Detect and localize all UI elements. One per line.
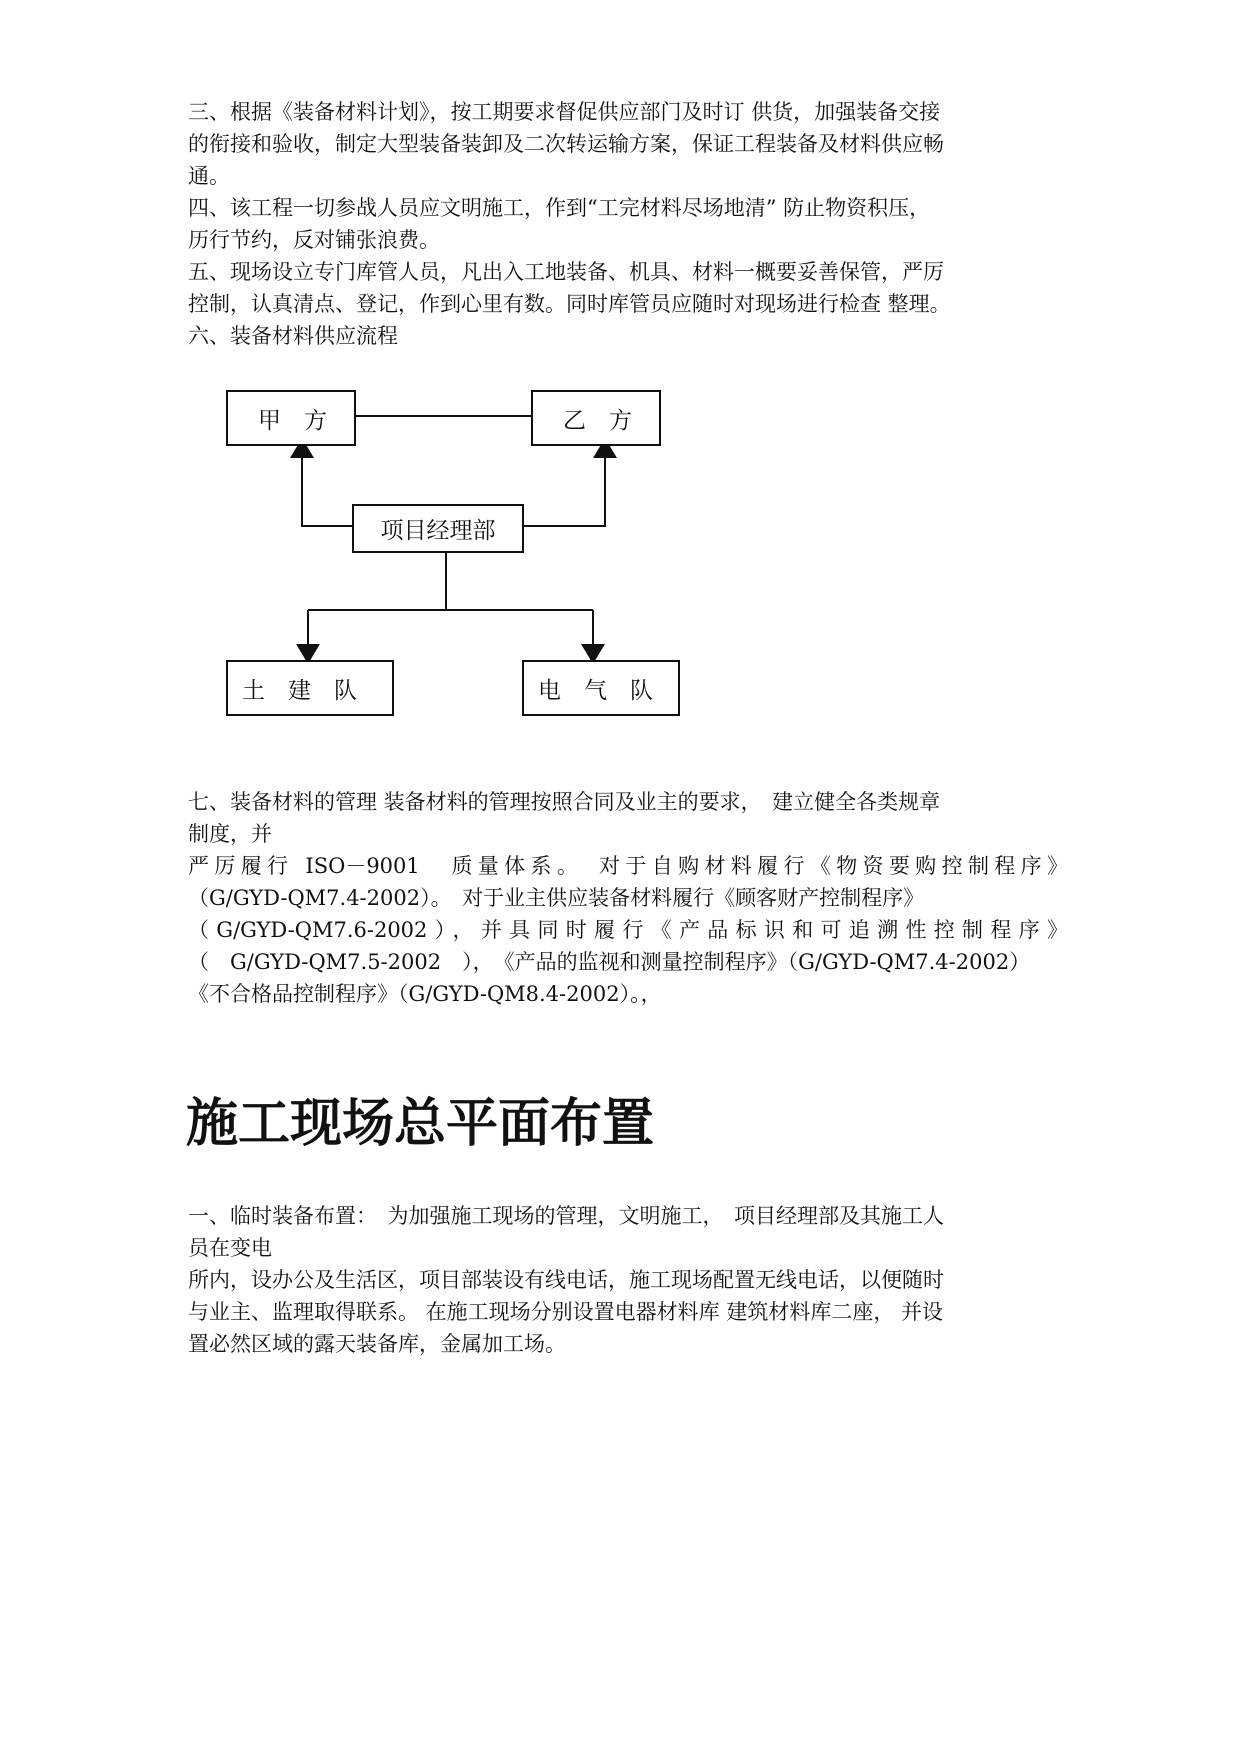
box-label: 土 建 队 — [242, 677, 357, 704]
section-3-text — [188, 1200, 1068, 1360]
text-line: 员在变电 — [188, 1236, 272, 1260]
box-dianqi — [522, 660, 680, 716]
box-label: 电 气 队 — [538, 677, 653, 704]
text-line: （ G/GYD-QM7.5-2002 ）， 《产品的监视和测量控制程序》（G/GYD-QM7.4-2002） — [188, 950, 1031, 974]
text-line: （G/GYD-QM7.6-2002），并具同时履行《产品标识和可追溯性控制程序》 — [188, 918, 1068, 942]
section-2-text — [188, 786, 1068, 1010]
section-heading: 施工现场总平面布置 — [186, 1094, 655, 1154]
flowchart-connectors — [0, 0, 1241, 760]
box-label: 项目经理部 — [380, 518, 496, 544]
box-xiangmu — [352, 504, 524, 553]
text-line: 所内，设办公及生活区，项目部装设有线电话，施工现场配置无线电话，以便随时 — [188, 1268, 944, 1292]
text-line: 三、根据《装备材料计划》，按工期要求督促供应部门及时订 供货，加强装备交接 — [188, 100, 941, 124]
text-line: 的衔接和验收，制定大型装备装卸及二次转运输方案，保证工程装备及材料供应畅 — [188, 132, 944, 156]
text-line: 严厉履行 ISO－9001 质量体系。 对于自购材料履行《物资要购控制程序》 — [188, 854, 1068, 878]
box-yifang — [531, 390, 661, 446]
text-line: 《不合格品控制程序》（G/GYD-QM8.4-2002）。， — [188, 982, 662, 1006]
text-line: （G/GYD-QM7.4-2002）。 对于业主供应装备材料履行《顾客财产控制程序》 — [188, 886, 925, 910]
text-line: 制度，并 — [188, 822, 272, 846]
text-line: 控制，认真清点、登记，作到心里有数。同时库管员应随时对现场进行检查 整理。 — [188, 292, 951, 316]
arrow-to-yifang — [524, 448, 605, 526]
text-line: 与业主、监理取得联系。 在施工现场分别设置电器材料库 建筑材料库二座， 并设 — [188, 1300, 944, 1324]
box-jiafang — [226, 390, 356, 446]
text-line: 五、现场设立专门库管人员，凡出入工地装备、机具、材料一概要妥善保管，严厉 — [188, 260, 944, 284]
box-tujian — [226, 660, 394, 716]
text-line: 通。 — [188, 164, 230, 188]
text-line: 六、装备材料供应流程 — [188, 324, 398, 348]
text-line: 七、装备材料的管理 装备材料的管理按照合同及业主的要求， 建立健全各类规章 — [188, 790, 941, 814]
text-line: 置必然区域的露天装备库，金属加工场。 — [188, 1332, 566, 1356]
text-line: 一、临时装备布置： 为加强施工现场的管理，文明施工， 项目经理部及其施工人 — [188, 1204, 944, 1228]
text-line: 历行节约，反对铺张浪费。 — [188, 228, 440, 252]
box-label: 甲 方 — [258, 407, 327, 434]
text-line: 四、该工程一切参战人员应文明施工，作到“工完材料尽场地清” 防止物资积压， — [188, 196, 931, 220]
arrow-to-jiafang — [302, 448, 352, 526]
box-label: 乙 方 — [563, 407, 632, 434]
